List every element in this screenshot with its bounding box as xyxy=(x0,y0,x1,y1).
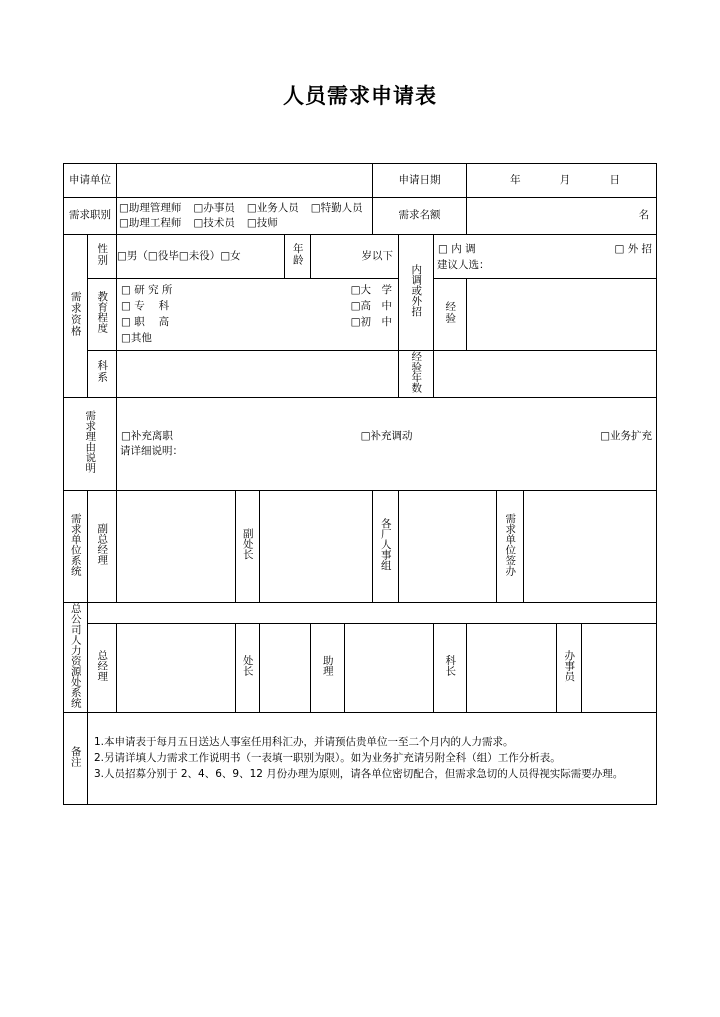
reason-detail-prompt: 请详细说明： xyxy=(120,444,183,457)
checkbox-assistant-manager[interactable]: □助理管理师 xyxy=(119,201,182,214)
table-row-position-type xyxy=(64,198,657,235)
checkbox-vocational-high[interactable]: □ 职 高 xyxy=(121,315,170,328)
checkbox-external-recruit[interactable]: □ 外 招 xyxy=(614,243,653,256)
hr-signature-director[interactable] xyxy=(260,623,311,712)
unit-signature-deputy-gm[interactable] xyxy=(117,490,236,602)
notes-content xyxy=(88,712,657,804)
hr-role-label-clerk: 办事员 xyxy=(557,623,582,712)
hr-role-label-gm: 总经理 xyxy=(88,623,117,712)
hr-role-label-assistant: 助理 xyxy=(311,623,345,712)
table-row-hr-signoff-remark xyxy=(64,602,657,623)
unit-signoff-label: 需求单位系统 xyxy=(64,490,88,602)
applicant-unit-label: 申请单位 xyxy=(64,164,117,198)
date-day-label: 日 xyxy=(609,173,621,186)
hr-signature-section-chief[interactable] xyxy=(467,623,557,712)
position-type-options xyxy=(117,198,373,235)
checkbox-senior-technician[interactable]: □技师 xyxy=(246,217,278,229)
application-date-label: 申请日期 xyxy=(373,164,467,198)
table-row-gender-age xyxy=(64,235,657,279)
quota-label: 需求名额 xyxy=(373,198,467,235)
hr-signoff-label: 总公司人力资源处系统 xyxy=(64,602,88,712)
position-type-label: 需求职别 xyxy=(64,198,117,235)
education-options-left xyxy=(121,282,172,347)
position-options-line-2 xyxy=(117,216,372,231)
unit-role-label-requesting-unit: 需求单位签办 xyxy=(497,490,524,602)
unit-role-label-plant-hr-group: 各厂人事组 xyxy=(373,490,399,602)
checkbox-junior-college[interactable]: □ 专 科 xyxy=(121,299,170,312)
hr-signature-gm[interactable] xyxy=(117,623,236,712)
date-year-label: 年 xyxy=(510,173,522,186)
checkbox-business-staff[interactable]: □业务人员 xyxy=(246,201,299,214)
position-options-line-1 xyxy=(117,201,372,216)
checkbox-technician[interactable]: □技术员 xyxy=(193,217,235,229)
checkbox-special-duty-staff[interactable]: □特勤人员 xyxy=(310,201,363,214)
table-row-education xyxy=(64,279,657,351)
reason-options xyxy=(117,428,656,443)
date-month-label: 月 xyxy=(559,173,572,186)
department-input[interactable] xyxy=(117,350,399,397)
hr-signature-assistant[interactable] xyxy=(345,623,434,712)
checkbox-university[interactable]: □大 学 xyxy=(350,283,393,296)
table-row-reason xyxy=(64,397,657,490)
age-label: 年龄 xyxy=(285,235,311,279)
checkbox-other-education[interactable]: □其他 xyxy=(121,331,152,344)
education-options-right xyxy=(351,282,394,347)
age-input[interactable] xyxy=(311,235,399,279)
experience-input[interactable] xyxy=(467,279,657,351)
application-date-field[interactable] xyxy=(467,164,657,198)
unit-role-label-deputy-director: 副处长 xyxy=(236,490,260,602)
reason-content xyxy=(117,397,657,490)
experience-years-label: 经验年数 xyxy=(399,350,434,397)
personnel-request-form-table xyxy=(63,163,657,805)
note-item-1: 1.本申请表于每月五日送达人事室任用科汇办，并请预估贵单位一至二个月内的人力需求。 xyxy=(94,735,514,748)
quota-input[interactable] xyxy=(467,198,657,235)
education-options xyxy=(117,279,399,351)
checkbox-graduate-school[interactable]: □ 研 究 所 xyxy=(121,283,173,296)
department-label: 科系 xyxy=(88,350,117,397)
note-item-3: 3.人员招募分别于 2、4、6、9、12 月份办理为原则，请各单位密切配合，但需求急切的人员得视实际需要办理。 xyxy=(94,768,624,781)
qualification-label: 需求资格 xyxy=(64,235,88,398)
suggestion-field[interactable] xyxy=(434,257,656,274)
education-label: 教育程度 xyxy=(88,279,117,351)
checkbox-internal-transfer[interactable]: □ 内 调 xyxy=(438,243,476,256)
suggestion-label: 建议人选： xyxy=(437,258,490,271)
unit-signature-plant-hr-group[interactable] xyxy=(399,490,497,602)
recruit-source-options xyxy=(434,235,657,279)
table-row-applicant-unit xyxy=(64,164,657,198)
applicant-unit-input[interactable] xyxy=(117,164,373,198)
quota-unit: 名 xyxy=(638,209,650,222)
unit-signature-requesting-unit[interactable] xyxy=(524,490,657,602)
notes-label: 备注 xyxy=(64,712,88,804)
gender-label: 性别 xyxy=(88,235,117,279)
unit-role-label-deputy-gm: 副总经理 xyxy=(88,490,117,602)
table-row-department xyxy=(64,350,657,397)
checkbox-replace-transfer[interactable]: □补充调动 xyxy=(360,429,413,442)
hr-role-label-section-chief: 科长 xyxy=(434,623,467,712)
table-row-unit-signoff xyxy=(64,490,657,602)
experience-years-input[interactable] xyxy=(434,350,657,397)
hr-signoff-remark-area[interactable] xyxy=(88,602,657,623)
reason-label: 需求理由说明 xyxy=(64,397,117,490)
age-suffix: 岁以下 xyxy=(361,249,394,262)
gender-options[interactable]: □男（□役毕□未役）□女 xyxy=(117,235,285,279)
page-title: 人员需求申请表 xyxy=(283,83,437,108)
reason-detail-field[interactable] xyxy=(117,443,656,460)
hr-role-label-director: 处长 xyxy=(236,623,260,712)
table-row-notes xyxy=(64,712,657,804)
checkbox-assistant-engineer[interactable]: □助理工程师 xyxy=(119,217,182,229)
experience-label: 经验 xyxy=(434,279,467,351)
checkbox-business-expansion[interactable]: □业务扩充 xyxy=(600,429,653,442)
checkbox-clerk[interactable]: □办事员 xyxy=(193,201,235,214)
table-row-hr-roles xyxy=(64,623,657,712)
checkbox-junior-high[interactable]: □初 中 xyxy=(350,315,393,328)
recruit-source-label: 内调或外招 xyxy=(399,235,434,351)
hr-signature-clerk[interactable] xyxy=(582,623,657,712)
checkbox-replace-resignation[interactable]: □补充离职 xyxy=(121,429,173,442)
checkbox-senior-high[interactable]: □高 中 xyxy=(350,299,393,312)
unit-signature-deputy-director[interactable] xyxy=(260,490,373,602)
note-item-2: 2.另请详填人力需求工作说明书（一表填一职别为限）。如为业务扩充请另附全科（组）工作分析表。 xyxy=(94,752,561,765)
